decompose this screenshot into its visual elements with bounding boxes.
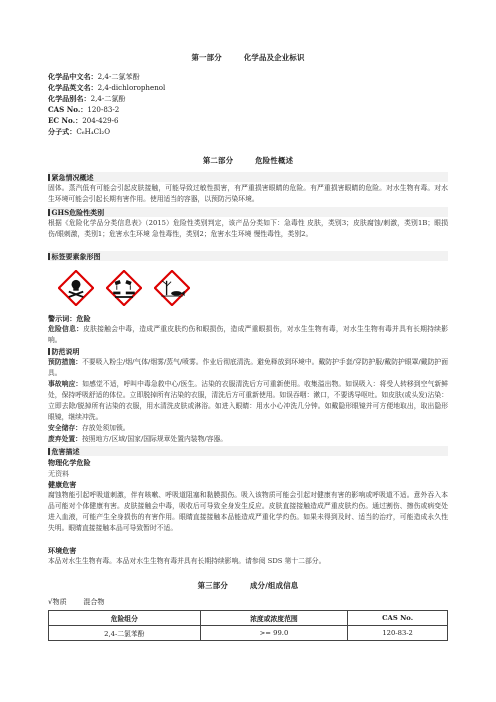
- en-name-label: 化学品英文名：: [48, 83, 98, 92]
- skull-crossbones-pictogram: [58, 270, 94, 306]
- phys-text: 无资料: [48, 469, 70, 478]
- formula-label: 分子式：: [48, 127, 77, 136]
- part1-heading: 化学品及企业标识: [243, 53, 305, 62]
- cas-label: CAS No.：: [48, 105, 88, 114]
- section-strip: [48, 446, 448, 456]
- cn-name-label: 化学品中文名：: [48, 72, 98, 81]
- signal-row: [48, 313, 91, 324]
- precaution-heading: 防范说明: [48, 346, 80, 357]
- part1-number: 第一部分: [191, 53, 222, 62]
- storage-info: [48, 423, 448, 434]
- emergency-text: 固体。蒸汽低有可能会引起皮肤接触，可能导致过敏性损害，有严重损害眼睛的危险。有严重损害眼睛的危险。对水生物有毒。对水生环境可能会引起长期有害作用。使用适当的容器，以预防污染环境。: [48, 184, 448, 204]
- health-text: 腐蚀物能引起呼吸道刺激，伴有咳嗽、呼吸道阻塞和黏膜损伤。吸入该物质可能会引起对健康有害的影响或呼吸道不适。意外吞入本品可能对个体健康有害。皮肤接触会中毒，吸收后可导致全身发生反应。皮肤直接接触造成严重皮肤灼伤。通过割伤、擦伤或病变处进入血液，可能产生全身损伤的有害作用。眼睛直接接触本品能造成严重化学灼伤。如果未得到及时、适当的治疗，可能造成永久性失明。眼睛直接接触本品可导致暂时不适。: [48, 491, 448, 533]
- hazard-desc-heading: 危害描述: [48, 446, 80, 457]
- part2-title: [48, 155, 448, 166]
- response-info: [48, 379, 448, 423]
- signal-word: 危险: [76, 314, 91, 323]
- hazard-label: 危险信息：: [48, 325, 84, 333]
- hazard-text: 皮肤接触会中毒，造成严重皮肤灼伤和眼损伤，造成严重眼损伤，对水生生物有毒，对水生生物有毒并具有长期持续影响。: [48, 325, 449, 345]
- composition-type-row: [48, 596, 105, 607]
- table-row: [49, 626, 448, 641]
- part3-heading: 成分/组成信息: [249, 581, 299, 590]
- cas-value: 120-83-2: [87, 105, 120, 114]
- storage-label: 安全储存：: [48, 424, 82, 432]
- header-cas: CAS No.: [348, 611, 448, 626]
- alias-value: 2,4-二氯酚: [90, 94, 126, 103]
- formula-row: [48, 126, 110, 137]
- skull-icon: [58, 270, 94, 306]
- section-strip: [48, 251, 448, 261]
- ec-value: 204-429-6: [82, 116, 119, 125]
- signal-label: 警示词：: [48, 314, 77, 323]
- table-header-row: [49, 611, 448, 626]
- response-text: 如感觉不适，呼叫中毒急救中心/医生。沾染的衣服清洗后方可重新使用。收集溢出物。如误吸入：将受人转移到空气新鲜处，保持呼吸舒适的体位。立即脱掉所有沾染的衣服，清洗后方可重新使用。如误吞咽：漱口，不要诱导呕吐。如皮肤(或头发)沾染：立即去除/脱掉所有沾染的衣服，用水清洗皮肤或淋浴。如进入眼睛：用水小心冲洗几分钟。如戴隐形眼镜并可方便地取出，取出隐形眼镜，继续冲洗。: [48, 380, 449, 422]
- formula-value: C₆H₄Cl₂O: [76, 127, 111, 136]
- label-elements-heading: 标签要素象形图: [48, 251, 101, 262]
- prevent-label: 预防措施：: [48, 358, 83, 366]
- section-strip: [48, 172, 448, 182]
- dead-tree-fish-icon: [154, 270, 190, 306]
- part1-title: [48, 52, 448, 63]
- prevent-info: [48, 357, 448, 379]
- corrosion-icon: [106, 270, 142, 306]
- part2-number: 第二部分: [202, 156, 234, 165]
- corrosion-pictogram: [106, 270, 142, 306]
- option-mixture: 混合物: [83, 597, 105, 606]
- ec-row: [48, 115, 119, 126]
- cell-component: 2,4-二氯苯酚: [49, 626, 201, 641]
- cn-name-row: [48, 71, 140, 82]
- ghs-heading: GHS危险性类别: [48, 207, 104, 218]
- en-name-value: 2,4-dichlorophenol: [97, 83, 166, 92]
- check-mark-icon: √: [48, 597, 53, 606]
- ec-label: EC No.：: [48, 116, 83, 125]
- cn-name-value: 2,4-二氯苯酚: [97, 72, 140, 81]
- prevent-text: 不要吸入粉尘/烟/气体/烟雾/蒸气/喷雾。作业后彻底清洗。避免释放到环境中。戴防护手套/穿防护服/戴防护眼罩/戴防护面具。: [48, 358, 449, 378]
- alias-row: [48, 93, 126, 104]
- health-heading: 健康危害: [48, 480, 77, 489]
- cell-concentration: >= 99.0: [200, 626, 348, 641]
- header-concentration: 浓度或浓度范围: [200, 611, 348, 626]
- storage-text: 存放处须加锁。: [81, 424, 130, 432]
- ghs-text: 根据《危险化学品分类信息表》（2015）危险性类别判定，该产品分类如下：急毒性 皮肤，类别3；皮肤腐蚀/刺激，类别1B；眼损伤/眼刺激，类别1；危害水生环境 急性毒性，类别2；危害水生环境 慢性毒性，类别2。: [48, 219, 448, 239]
- part3-number: 第三部分: [197, 581, 228, 590]
- option-substance: 物质: [52, 597, 67, 606]
- env-heading: 环境危害: [48, 546, 77, 555]
- disposal-label: 废弃处置：: [48, 435, 82, 443]
- pictogram-row: [58, 270, 190, 310]
- emergency-heading: 紧急情况概述: [48, 172, 94, 183]
- environment-pictogram: [154, 270, 190, 306]
- hazard-info: [48, 324, 448, 346]
- section-strip: [48, 207, 448, 217]
- cas-row: [48, 104, 119, 115]
- alias-label: 化学品别名：: [48, 94, 91, 103]
- cell-cas: 120-83-2: [348, 626, 448, 641]
- phys-heading: 物理化学危险: [48, 458, 91, 467]
- response-label: 事故响应：: [48, 380, 83, 388]
- composition-table: [48, 610, 448, 641]
- env-text: 本品对水生生物有毒。本品对水生生物有毒并具有长期持续影响。请参阅 SDS 第十二部分。: [48, 557, 326, 565]
- part2-heading: 危险性概述: [255, 156, 294, 165]
- header-component: 危险组分: [49, 611, 201, 626]
- disposal-info: [48, 434, 448, 445]
- disposal-text: 按照地方/区域/国家/国际规章处置内装物/容器。: [81, 435, 228, 443]
- en-name-row: [48, 82, 165, 93]
- part3-title: [48, 580, 448, 591]
